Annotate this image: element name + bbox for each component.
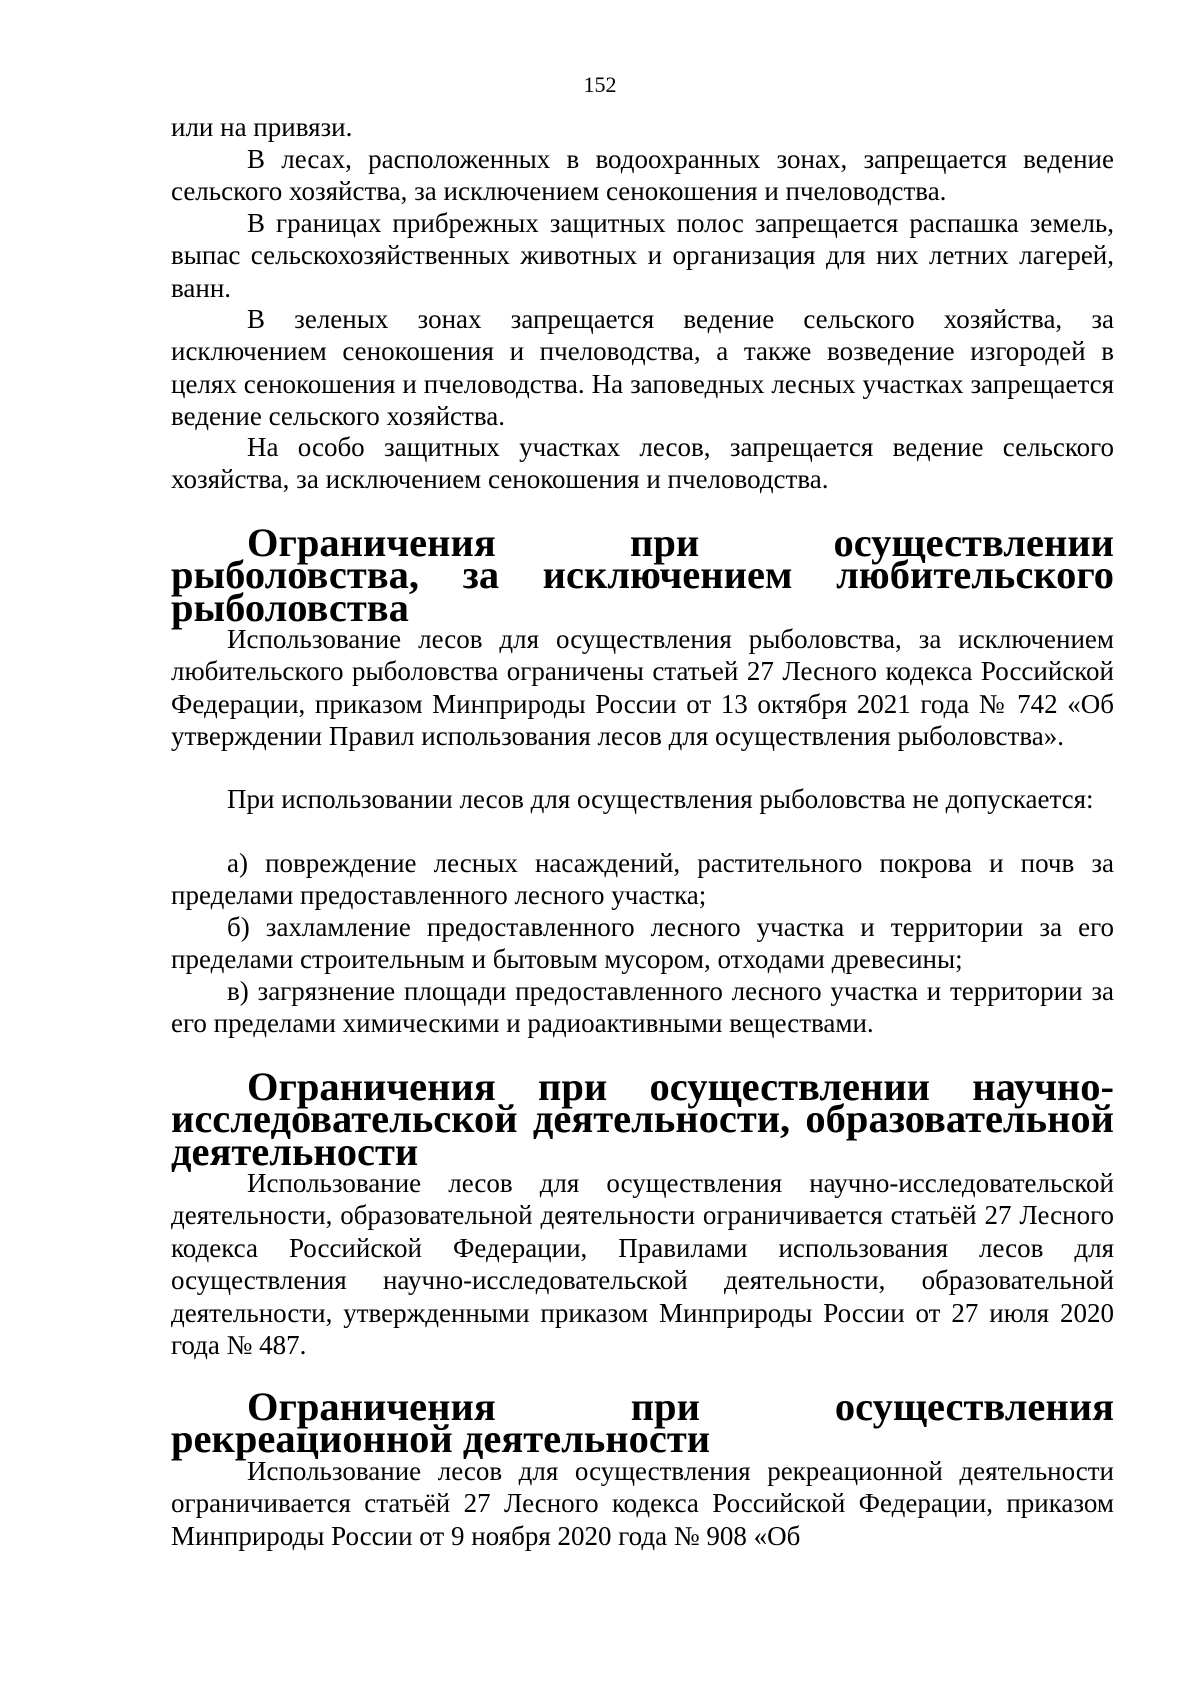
heading-fishing: Ограничения при осуществлении рыболовства, за исключением любительского рыболовства [171, 520, 1114, 630]
paragraph-recreation-usage: Использование лесов для осуществления рекреационной деятельности ограничивается статьёй 27 Лесного кодекса Российской Федерации, приказом Минприроды России от 9 ноября 2020 года № 908 «Об [171, 1456, 1114, 1551]
page-number: 152 [583, 72, 617, 97]
paragraph-green-zones: В зеленых зонах запрещается ведение сельского хозяйства, за исключением сенокошения и пчеловодства, а также возведение изгородей в целях сенокошения и пчеловодства. На заповедных лесных участках запрещается ведение сельского хозяйства. [171, 304, 1114, 432]
list-item-b: б) захламление предоставленного лесного участка и территории за его пределами строительным и бытовым мусором, отходами древесины; [171, 912, 1114, 975]
list-item-a: а) повреждение лесных насаждений, растительного покрова и почв за пределами предоставленного лесного участка; [171, 848, 1114, 911]
paragraph-protected-areas: На особо защитных участках лесов, запрещается ведение сельского хозяйства, за исключением сенокошения и пчеловодства. [171, 432, 1114, 495]
heading-research: Ограничения при осуществлении научно-исследовательской деятельности, образовательной деятельности [171, 1064, 1114, 1174]
paragraph-coastal-strips: В границах прибрежных защитных полос запрещается распашка земель, выпас сельскохозяйственных животных и организация для них летних лагерей, ванн. [171, 208, 1114, 303]
paragraph-water-protection: В лесах, расположенных в водоохранных зонах, запрещается ведение сельского хозяйства, за исключением сенокошения и пчеловодства. [171, 144, 1114, 207]
paragraph-fishing-usage: Использование лесов для осуществления рыболовства, за исключением любительского рыболовства ограничены статьей 27 Лесного кодекса Российской Федерации, приказом Минприроды России от 13 октября 2021 года № 742 «Об утверждении Правил использования лесов для осуществления рыболовства». [171, 624, 1114, 752]
heading-recreation: Ограничения при осуществления рекреационной деятельности [171, 1384, 1114, 1462]
paragraph-research-usage: Использование лесов для осуществления научно-исследовательской деятельности, образовательной деятельности ограничивается статьёй 27 Лесного кодекса Российской Федерации, Правилами использования лесов для осуществления научно-исследовательской деятельности, образовательной деятельности, утвержденными приказом Минприроды России от 27 июля 2020 года № 487. [171, 1168, 1114, 1361]
paragraph-fishing-not-allowed: При использовании лесов для осуществления рыболовства не допускается: [227, 784, 1094, 814]
list-item-c: в) загрязнение площади предоставленного лесного участка и территории за его пределами химическими и радиоактивными веществами. [171, 976, 1114, 1039]
paragraph-continuation: или на привязи. [171, 112, 353, 142]
